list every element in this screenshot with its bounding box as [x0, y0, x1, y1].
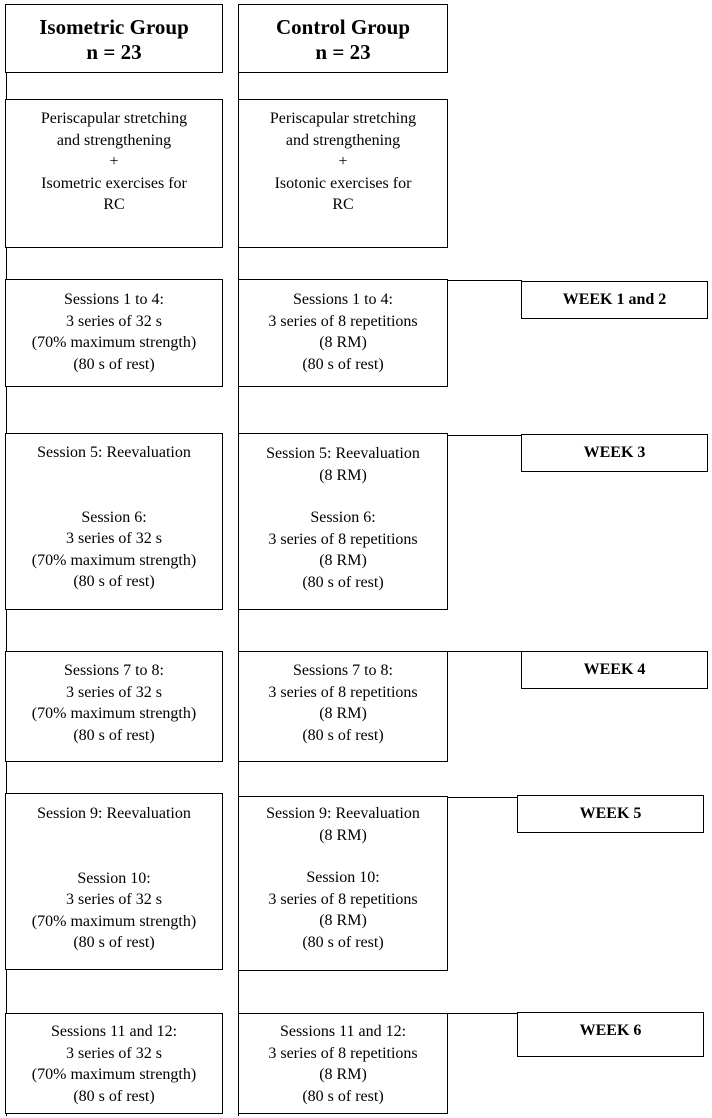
control-week5-reevaluation-rm: (8 RM)	[319, 826, 367, 844]
isometric-week4-line: Sessions 7 to 8:	[63, 662, 164, 679]
control-week5-box	[238, 796, 448, 971]
control-week12-line: 3 series of 8 repetitions	[268, 312, 418, 330]
isometric-week5-box	[5, 793, 223, 970]
isometric-intervention-line: Isometric exercises for	[41, 174, 187, 192]
week-connector-2	[448, 435, 522, 436]
control-week6-line: (80 s of rest)	[302, 1087, 384, 1105]
control-header-box	[238, 4, 448, 73]
isometric-intervention-line: RC	[103, 196, 125, 213]
isometric-week6-line: Sessions 11 and 12:	[50, 1023, 178, 1040]
control-week6-line: (8 RM)	[319, 1066, 367, 1083]
control-week3-line: (8 RM)	[319, 552, 367, 569]
control-intervention-line: and strengthening	[285, 131, 401, 149]
isometric-week5-line: (70% maximum strength)	[31, 912, 197, 930]
isometric-week12-line: 3 series of 32 s	[66, 312, 162, 330]
week-connector-3	[448, 651, 522, 652]
isometric-week4-box	[5, 651, 223, 762]
control-intervention-line: RC	[332, 196, 354, 213]
isometric-week3-line: 3 series of 32 s	[66, 530, 162, 547]
isometric-week6-line: (80 s of rest)	[73, 1087, 155, 1105]
week-label-5: WEEK 5	[517, 795, 704, 833]
control-week5-line: 3 series of 8 repetitions	[268, 890, 418, 908]
isometric-week12-box	[5, 279, 223, 387]
control-week12-line: (8 RM)	[319, 334, 367, 351]
isometric-week3-line: Session 6:	[81, 508, 147, 526]
control-week5-line: (80 s of rest)	[302, 933, 384, 951]
control-intervention-line: Periscapular stretching	[269, 110, 417, 127]
week-label-1-2: WEEK 1 and 2	[521, 281, 708, 319]
isometric-header-n: n = 23	[86, 40, 142, 64]
week-label-4: WEEK 4	[521, 651, 708, 689]
control-week4-line: Sessions 7 to 8:	[292, 662, 393, 679]
isometric-intervention-line: and strengthening	[56, 131, 172, 149]
control-header-n: n = 23	[315, 40, 371, 64]
control-week3-reevaluation: Session 5: Reevaluation	[266, 445, 420, 462]
isometric-week6-box	[5, 1013, 223, 1114]
isometric-week3-box	[5, 433, 223, 610]
control-week3-line: Session 6:	[310, 509, 376, 526]
isometric-week4-line: (80 s of rest)	[73, 726, 155, 744]
control-week12-box	[238, 279, 448, 387]
isometric-week3-reevaluation: Session 5: Reevaluation	[37, 444, 191, 461]
control-week3-box	[238, 433, 448, 610]
control-week6-box	[238, 1013, 448, 1114]
isometric-intervention-box	[5, 99, 223, 248]
isometric-week6-line: 3 series of 32 s	[66, 1044, 162, 1062]
week-connector-4	[448, 797, 518, 798]
isometric-week3-line: (80 s of rest)	[73, 573, 155, 590]
isometric-header-box	[5, 4, 223, 73]
week-label-3: WEEK 3	[521, 434, 708, 472]
control-week5-reevaluation: Session 9: Reevaluation	[266, 805, 420, 822]
control-week12-line: Sessions 1 to 4:	[292, 291, 393, 308]
control-week12-line: (80 s of rest)	[302, 355, 384, 373]
isometric-week6-line: (70% maximum strength)	[31, 1066, 197, 1083]
isometric-week12-line: (80 s of rest)	[73, 355, 155, 373]
control-week5-line: Session 10:	[306, 869, 380, 886]
control-header-title: Control Group	[276, 15, 410, 39]
week-label-6: WEEK 6	[517, 1012, 704, 1057]
isometric-header-title: Isometric Group	[39, 15, 189, 39]
control-intervention-line: Isotonic exercises for	[274, 174, 412, 192]
week-connector-1	[448, 280, 522, 281]
control-week6-line: Sessions 11 and 12:	[279, 1023, 407, 1040]
control-week4-line: (8 RM)	[319, 705, 367, 722]
control-intervention-box	[238, 99, 448, 248]
isometric-week4-line: 3 series of 32 s	[66, 683, 162, 701]
control-week3-line: 3 series of 8 repetitions	[268, 530, 418, 548]
week-connector-5	[448, 1013, 518, 1014]
control-week6-line: 3 series of 8 repetitions	[268, 1044, 418, 1062]
isometric-week5-line: Session 10:	[77, 869, 151, 887]
control-week3-reevaluation-rm: (8 RM)	[319, 466, 367, 484]
isometric-intervention-line: Periscapular stretching	[40, 110, 188, 127]
control-week4-line: (80 s of rest)	[302, 726, 384, 744]
isometric-week5-line: (80 s of rest)	[73, 934, 155, 951]
control-week4-line: 3 series of 8 repetitions	[268, 683, 418, 701]
isometric-week12-line: Sessions 1 to 4:	[63, 291, 164, 308]
control-week4-box	[238, 651, 448, 762]
isometric-intervention-line: +	[109, 153, 119, 170]
isometric-week4-line: (70% maximum strength)	[31, 705, 197, 722]
isometric-week5-reevaluation: Session 9: Reevaluation	[37, 805, 191, 822]
control-intervention-line: +	[338, 153, 348, 170]
isometric-week5-line: 3 series of 32 s	[66, 891, 162, 908]
isometric-week12-line: (70% maximum strength)	[31, 334, 197, 351]
control-week5-line: (8 RM)	[319, 912, 367, 929]
control-week3-line: (80 s of rest)	[302, 573, 384, 591]
isometric-week3-line: (70% maximum strength)	[31, 551, 197, 569]
